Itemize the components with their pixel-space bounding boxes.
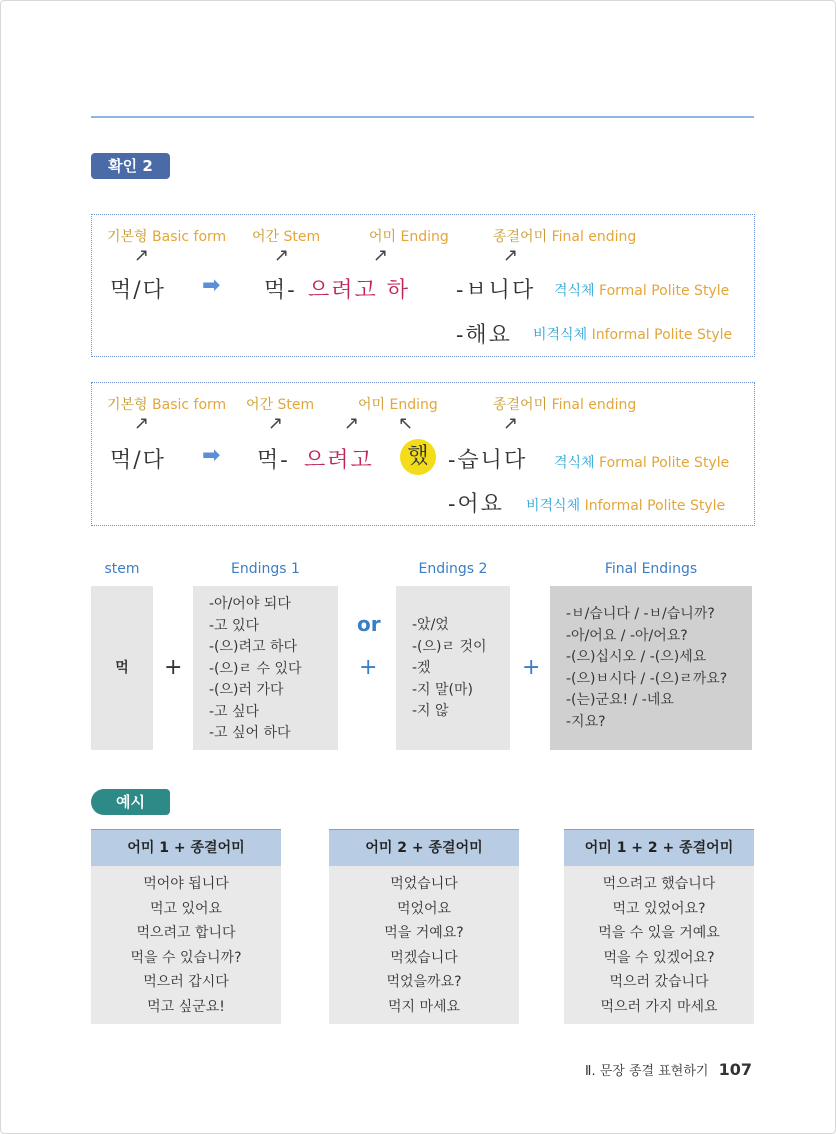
section-title: Ⅱ. 문장 종결 표현하기 (585, 1064, 709, 1079)
ending1-item: -고 싶다 (209, 703, 260, 720)
example-row: 먹었습니다 (390, 876, 458, 892)
stem: 먹- (264, 278, 297, 303)
example-table-body (564, 866, 754, 1024)
right-arrow-icon: ➡ (202, 273, 221, 298)
example-row: 먹을 수 있을 거예요 (598, 925, 720, 942)
ending-label: 어미 Ending (369, 229, 449, 245)
diagram-2 (91, 382, 755, 526)
stem-label: 어간 Stem (246, 397, 315, 413)
pointer-arrow-icon: ↗ (503, 245, 519, 266)
endings1-box (193, 586, 338, 750)
example-badge: 예시 (91, 789, 170, 815)
endings1-column-header: Endings 1 (231, 561, 300, 577)
ending1-item: -(으)ㄹ 수 있다 (209, 660, 302, 677)
ending2-item: -(으)ㄹ 것이 (412, 638, 487, 655)
ending-label: 어미 Ending (358, 397, 438, 413)
example-row: 먹으려고 합니다 (136, 925, 236, 942)
ending1-item: -고 있다 (209, 617, 260, 634)
pointer-arrow-icon: ↗ (134, 245, 150, 266)
example-row: 먹고 있어요 (149, 900, 223, 917)
informal-style-note: 비격식체 Informal Polite Style (526, 498, 726, 514)
endings1-list (193, 594, 338, 745)
or-label: or (357, 612, 381, 636)
stem-column-header: stem (104, 561, 140, 577)
stem-box: 먹 (91, 586, 153, 750)
example-row: 먹으러 가지 마세요 (600, 998, 718, 1015)
basic-form: 먹/다 (110, 448, 166, 473)
top-rule (91, 116, 754, 118)
example-table-header: 어미 1 + 종결어미 (91, 829, 281, 866)
ending2-item: -지 말(마) (412, 681, 473, 698)
example-table-body (91, 866, 281, 1024)
example-table-body (329, 866, 519, 1024)
ending: 으려고 (304, 448, 374, 473)
plus-sign: + (359, 655, 378, 680)
example-row: 먹지 마세요 (387, 998, 461, 1015)
final-ending-item: -(으)십시오 / -(으)세요 (566, 649, 707, 665)
ending1-item: -(으)러 가다 (209, 682, 284, 698)
example-row: 먹고 있었어요? (612, 900, 706, 917)
final-ending-label: 종결어미 Final ending (493, 229, 637, 245)
plus-sign: + (164, 655, 183, 680)
ending2-item: -았/었 (412, 617, 449, 633)
example-table-header: 어미 2 + 종결어미 (329, 829, 519, 866)
check-badge: 확인 2 (91, 153, 170, 179)
pointer-arrow-icon: ↗ (503, 413, 519, 434)
right-arrow-icon: ➡ (202, 443, 221, 468)
example-row: 먹고 싶군요! (147, 998, 225, 1015)
example-table-2 (329, 829, 519, 1024)
example-row: 먹었어요 (396, 900, 452, 917)
final-informal: -해요 (456, 323, 512, 348)
ending2-item: -지 않 (412, 703, 449, 719)
pointer-arrow-icon: ↗ (134, 413, 150, 434)
page-footer (585, 1060, 752, 1079)
final-endings-column-header: Final Endings (604, 561, 698, 577)
formal-style-note: 격식체 Formal Polite Style (554, 455, 730, 471)
diagram-1 (91, 214, 755, 357)
ending: 으려고 하 (308, 278, 411, 303)
final-ending-item: -지요? (566, 713, 606, 730)
example-row: 먹을 수 있겠어요? (603, 949, 715, 966)
ending1-item: -아/어야 되다 (209, 596, 291, 612)
final-endings-box (550, 586, 752, 750)
final-formal: -습니다 (448, 448, 528, 473)
formal-style-note: 격식체 Formal Polite Style (554, 283, 730, 299)
basic-form: 먹/다 (110, 278, 166, 303)
example-row: 먹으러 갔습니다 (609, 974, 709, 991)
ending1-item: -(으)려고 하다 (209, 639, 298, 655)
final-ending-item: -ㅂ/습니다 / -ㅂ/습니까? (566, 606, 715, 622)
page-number: 107 (718, 1060, 752, 1079)
basic-form-label: 기본형 Basic form (107, 397, 227, 413)
example-row: 먹어야 됩니다 (143, 876, 229, 892)
final-informal: -어요 (448, 492, 504, 517)
final-ending-label: 종결어미 Final ending (493, 397, 637, 413)
final-ending-item: -(는)군요! / -네요 (566, 692, 674, 708)
endings2-list (396, 615, 510, 723)
example-table-3 (564, 829, 754, 1024)
example-table-header: 어미 1 + 2 + 종결어미 (564, 829, 754, 866)
pointer-arrow-icon: ↗ (268, 413, 284, 434)
basic-form-label: 기본형 Basic form (107, 229, 227, 245)
example-row: 먹겠습니다 (390, 949, 458, 966)
final-ending-item: -(으)ㅂ시다 / -(으)ㄹ까요? (566, 670, 728, 687)
stem: 먹- (257, 448, 290, 473)
example-row: 먹을 수 있습니까? (130, 949, 242, 966)
past-marker-highlight: 했 (400, 439, 436, 475)
example-row: 먹을 거예요? (384, 925, 464, 942)
plus-sign: + (522, 655, 541, 680)
example-row: 먹었을까요? (386, 974, 462, 991)
final-endings-list (550, 604, 752, 733)
endings2-column-header: Endings 2 (418, 561, 488, 577)
final-ending-item: -아/어요 / -아/어요? (566, 627, 688, 644)
pointer-arrow-icon: ↗ (274, 245, 290, 266)
informal-style-note: 비격식체 Informal Polite Style (533, 327, 733, 343)
stem-label: 어간 Stem (252, 229, 321, 245)
pointer-arrow-icon: ↗ (373, 245, 389, 266)
final-formal: -ㅂ니다 (456, 278, 536, 303)
pointer-arrow-icon: ↗ (344, 413, 360, 434)
example-table-1 (91, 829, 281, 1024)
ending1-item: -고 싶어 하다 (209, 725, 291, 741)
example-row: 먹으러 갑시다 (143, 974, 229, 991)
ending2-item: -겠 (412, 660, 431, 676)
endings2-box (396, 586, 510, 750)
pointer-arrow-back-icon: ↖ (398, 413, 414, 434)
example-row: 먹으려고 했습니다 (602, 876, 716, 892)
